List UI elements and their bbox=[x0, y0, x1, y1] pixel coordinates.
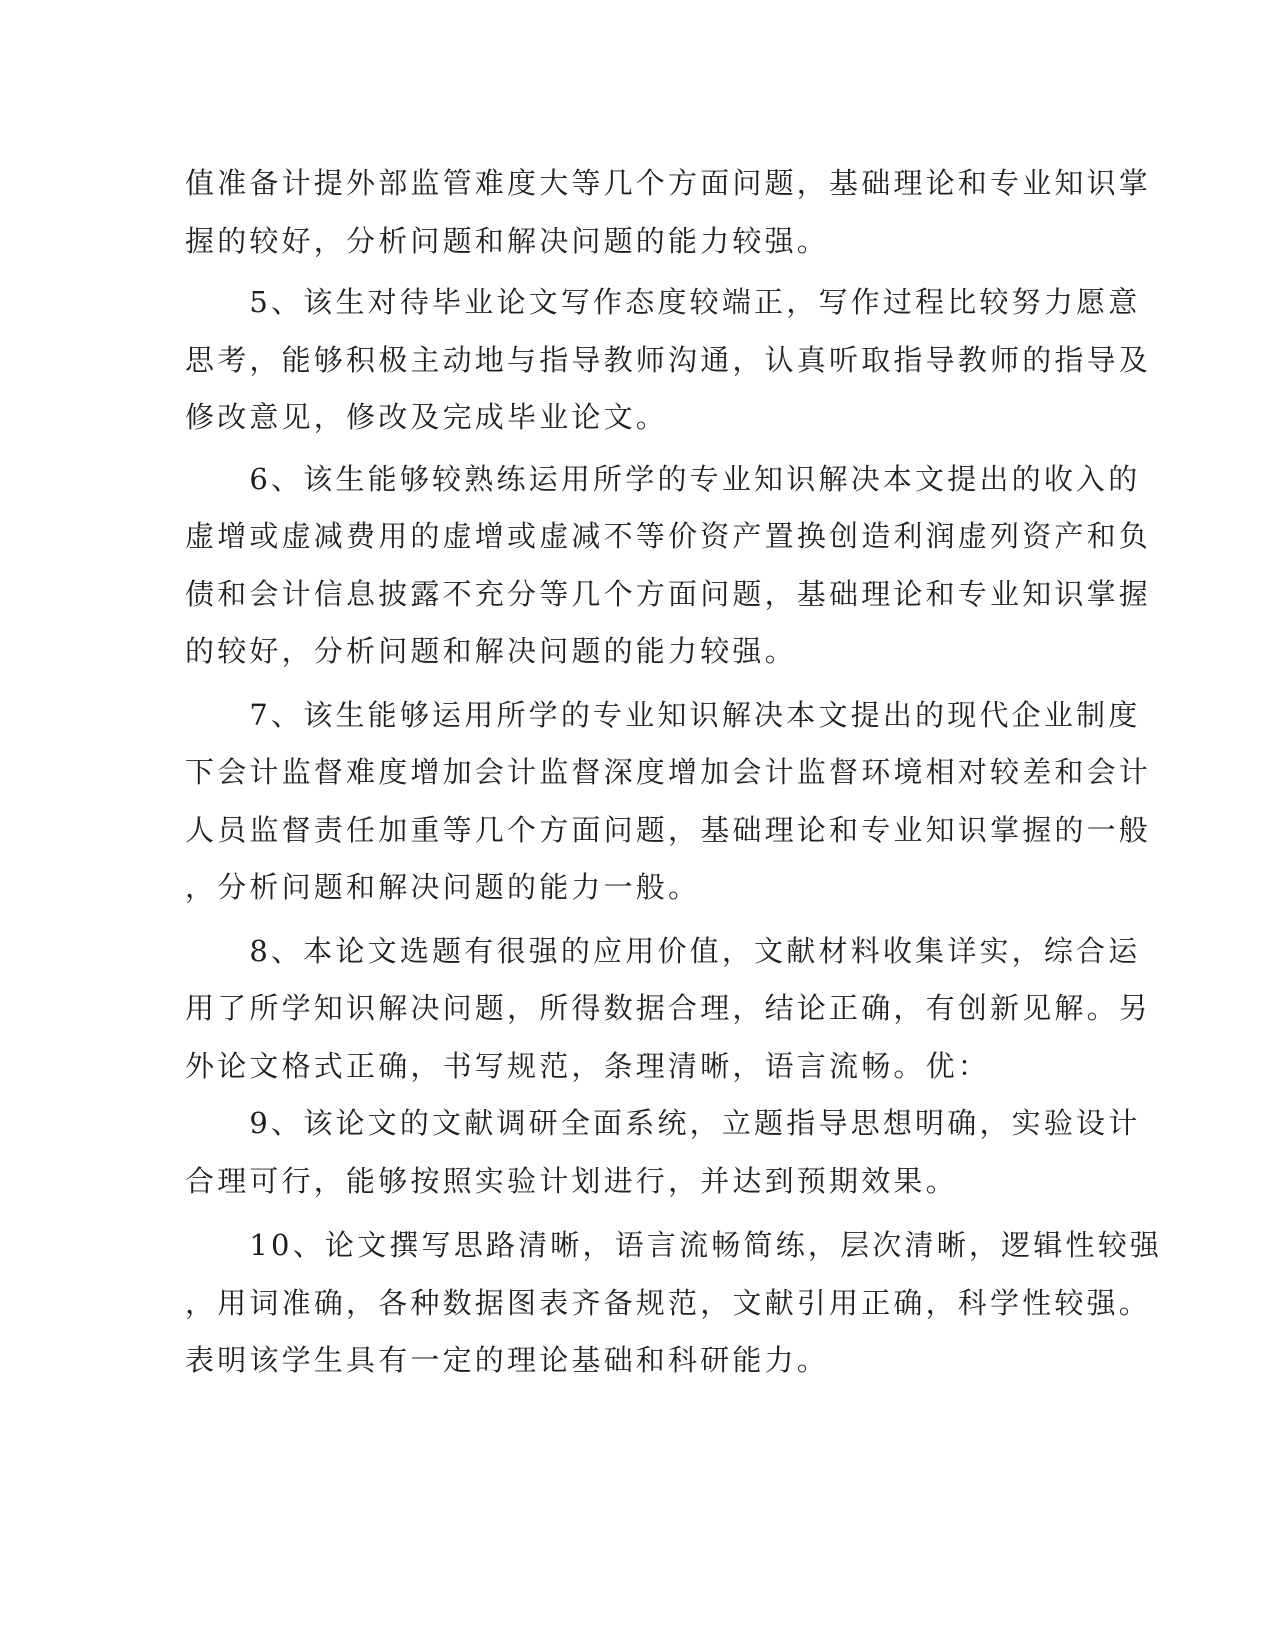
text-line-1: 值准备计提外部监管难度大等几个方面问题，基础理论和专业知识掌 bbox=[185, 166, 1152, 200]
paragraph-5-line-2: 思考，能够积极主动地与指导教师沟通，认真听取指导教师的指导及 bbox=[185, 342, 1152, 377]
paragraph-6-line-2: 虚增或虚减费用的虚增或虚减不等价资产置换创造利润虚列资产和负 bbox=[185, 519, 1152, 553]
paragraph-7-line-3: 人员监督责任加重等几个方面问题，基础理论和专业知识掌握的一般 bbox=[185, 812, 1152, 847]
text-line-2: 握的较好，分析问题和解决问题的能力较强。 bbox=[185, 223, 830, 258]
paragraph-6-line-4: 的较好，分析问题和解决问题的能力较强。 bbox=[185, 634, 797, 668]
paragraph-6-line-1: 6、该生能够较熟练运用所学的专业知识解决本文提出的收入的 bbox=[185, 461, 1141, 496]
paragraph-7-line-2: 下会计监督难度增加会计监督深度增加会计监督环境相对较差和会计 bbox=[185, 755, 1152, 789]
paragraph-6-line-3: 债和会计信息披露不充分等几个方面问题，基础理论和专业知识掌握 bbox=[185, 576, 1152, 611]
paragraph-8-line-1: 8、本论文选题有很强的应用价值，文献材料收集详实，综合运 bbox=[185, 933, 1141, 968]
paragraph-8-line-2: 用了所学知识解决问题，所得数据合理，结论正确，有创新见解。另 bbox=[185, 991, 1152, 1025]
paragraph-9-line-1: 9、该论文的文献调研全面系统，立题指导思想明确，实验设计 bbox=[185, 1106, 1141, 1140]
paragraph-9-line-2: 合理可行，能够按照实验计划进行，并达到预期效果。 bbox=[185, 1163, 958, 1198]
paragraph-7-line-4: ，分析问题和解决问题的能力一般。 bbox=[185, 870, 701, 904]
paragraph-8-line-3: 外论文格式正确，书写规范，条理清晰，语言流畅。优： bbox=[185, 1048, 991, 1083]
paragraph-7-line-1: 7、该生能够运用所学的专业知识解决本文提出的现代企业制度 bbox=[185, 697, 1141, 732]
paragraph-10-line-3: 表明该学生具有一定的理论基础和科研能力。 bbox=[185, 1343, 830, 1377]
document-body bbox=[185, 155, 1163, 1390]
paragraph-5-line-1: 5、该生对待毕业论文写作态度较端正，写作过程比较努力愿意 bbox=[185, 285, 1141, 319]
paragraph-5-line-3: 修改意见，修改及完成毕业论文。 bbox=[185, 400, 669, 434]
paragraph-10-line-2: ，用词准确，各种数据图表齐备规范，文献引用正确，科学性较强。 bbox=[185, 1285, 1152, 1320]
paragraph-10-line-1: 10、论文撰写思路清晰，语言流畅简练，层次清晰，逻辑性较强 bbox=[185, 1228, 1163, 1262]
